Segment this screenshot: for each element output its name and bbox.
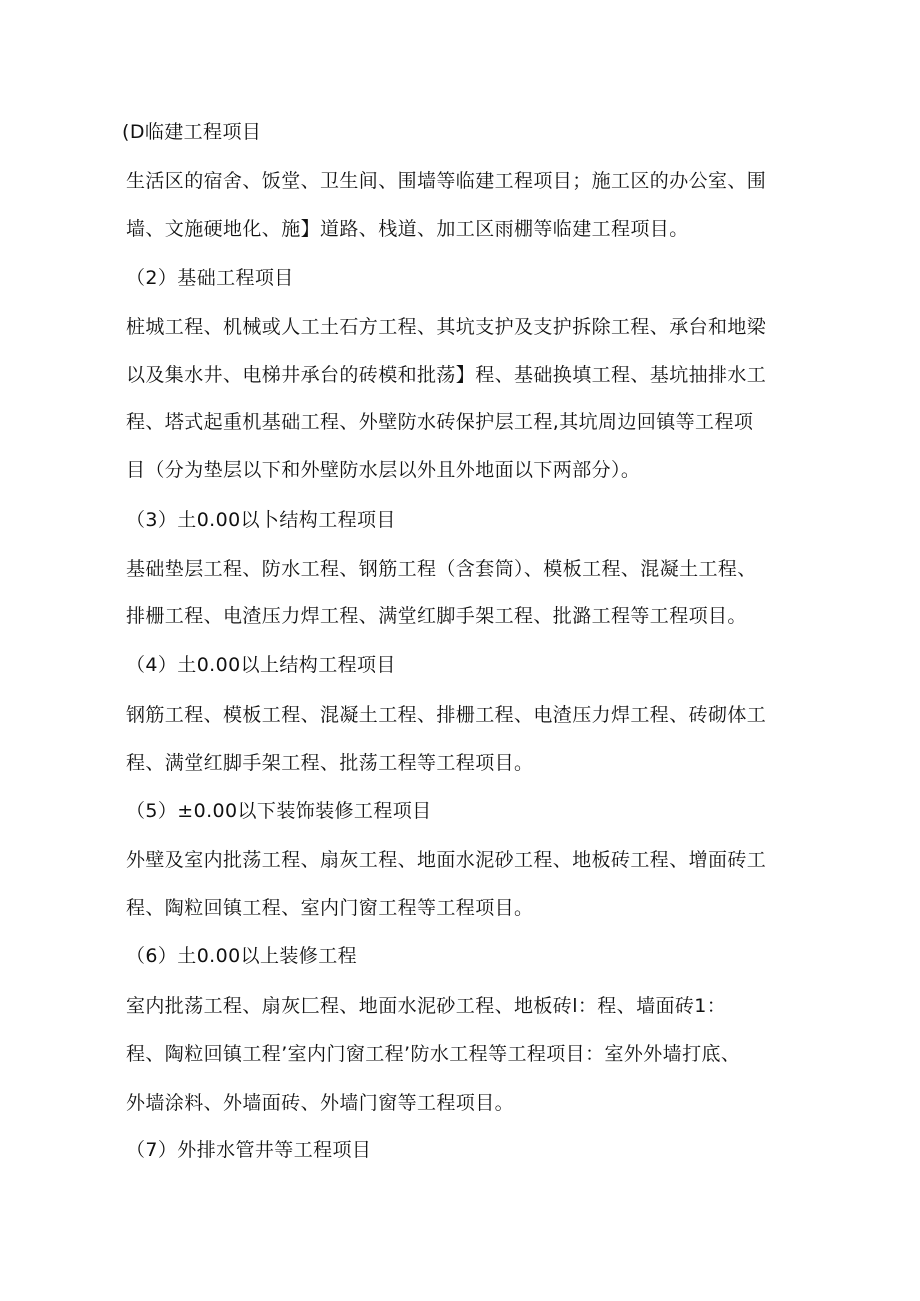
- paragraph-line: 基础垫层工程、防水工程、钢筋工程（含套筒）、模板工程、混凝土工程、: [126, 558, 757, 580]
- section-heading: （6）土0.00以上装修工程: [126, 945, 357, 967]
- paragraph-line: 排栅工程、电渣压力焊工程、满堂红脚手架工程、批潞工程等工程项目。: [126, 605, 747, 627]
- paragraph-line: 外壁及室内批荡工程、扇灰工程、地面水泥砂工程、地板砖工程、增面砖工: [126, 849, 767, 871]
- paragraph-line: 室内批荡工程、扇灰匚程、地面水泥砂工程、地板砖l：程、墙面砖1：: [126, 995, 727, 1017]
- paragraph-line: 墙、文施硬地化、施】道路、栈道、加工区雨棚等临建工程项目。: [126, 218, 689, 240]
- section-heading: （3）土0.00以卜结构工程项目: [126, 509, 396, 531]
- section-heading: (D临建工程项目: [122, 121, 262, 143]
- paragraph-line: 以及集水井、电梯井承台的砖模和批荡】程、基础换填工程、基坑抽排水工: [126, 364, 767, 386]
- paragraph-line: 钢筋工程、模板工程、混凝土工程、排栅工程、电渣压力焊工程、砖砌体工: [126, 704, 767, 726]
- section-heading: （4）土0.00以上结构工程项目: [126, 654, 396, 676]
- paragraph-line: 桩城工程、机械或人工土石方工程、其坑支护及支护拆除工程、承台和地梁: [126, 316, 767, 338]
- paragraph-line: 生活区的宿舍、饭堂、卫生间、围墙等临建工程项目；施工区的办公室、围: [126, 170, 767, 192]
- paragraph-line: 外墙涂料、外墙面砖、外墙门窗等工程项目。: [126, 1092, 515, 1114]
- paragraph-line: 程、满堂红脚手架工程、批荡工程等工程项目。: [126, 752, 534, 774]
- paragraph-line: 程、陶粒回镇工程、室内门窗工程等工程项目。: [126, 897, 534, 919]
- paragraph-line: 程、陶粒回镇工程’室内门窗工程’防水工程等工程项目：室外外墙打底、: [126, 1043, 741, 1065]
- paragraph-line: 目（分为垫层以下和外壁防水层以外且外地面以下两部分）。: [126, 459, 641, 481]
- paragraph-line: 程、塔式起重机基础工程、外壁防水砖保护层工程,其坑周边回镇等工程项: [126, 411, 754, 433]
- section-heading: （7）外排水管井等工程项目: [126, 1139, 372, 1161]
- section-heading: （2）基础工程项目: [126, 267, 294, 289]
- section-heading: （5）±0.00以下装饰装修工程项目: [126, 800, 432, 822]
